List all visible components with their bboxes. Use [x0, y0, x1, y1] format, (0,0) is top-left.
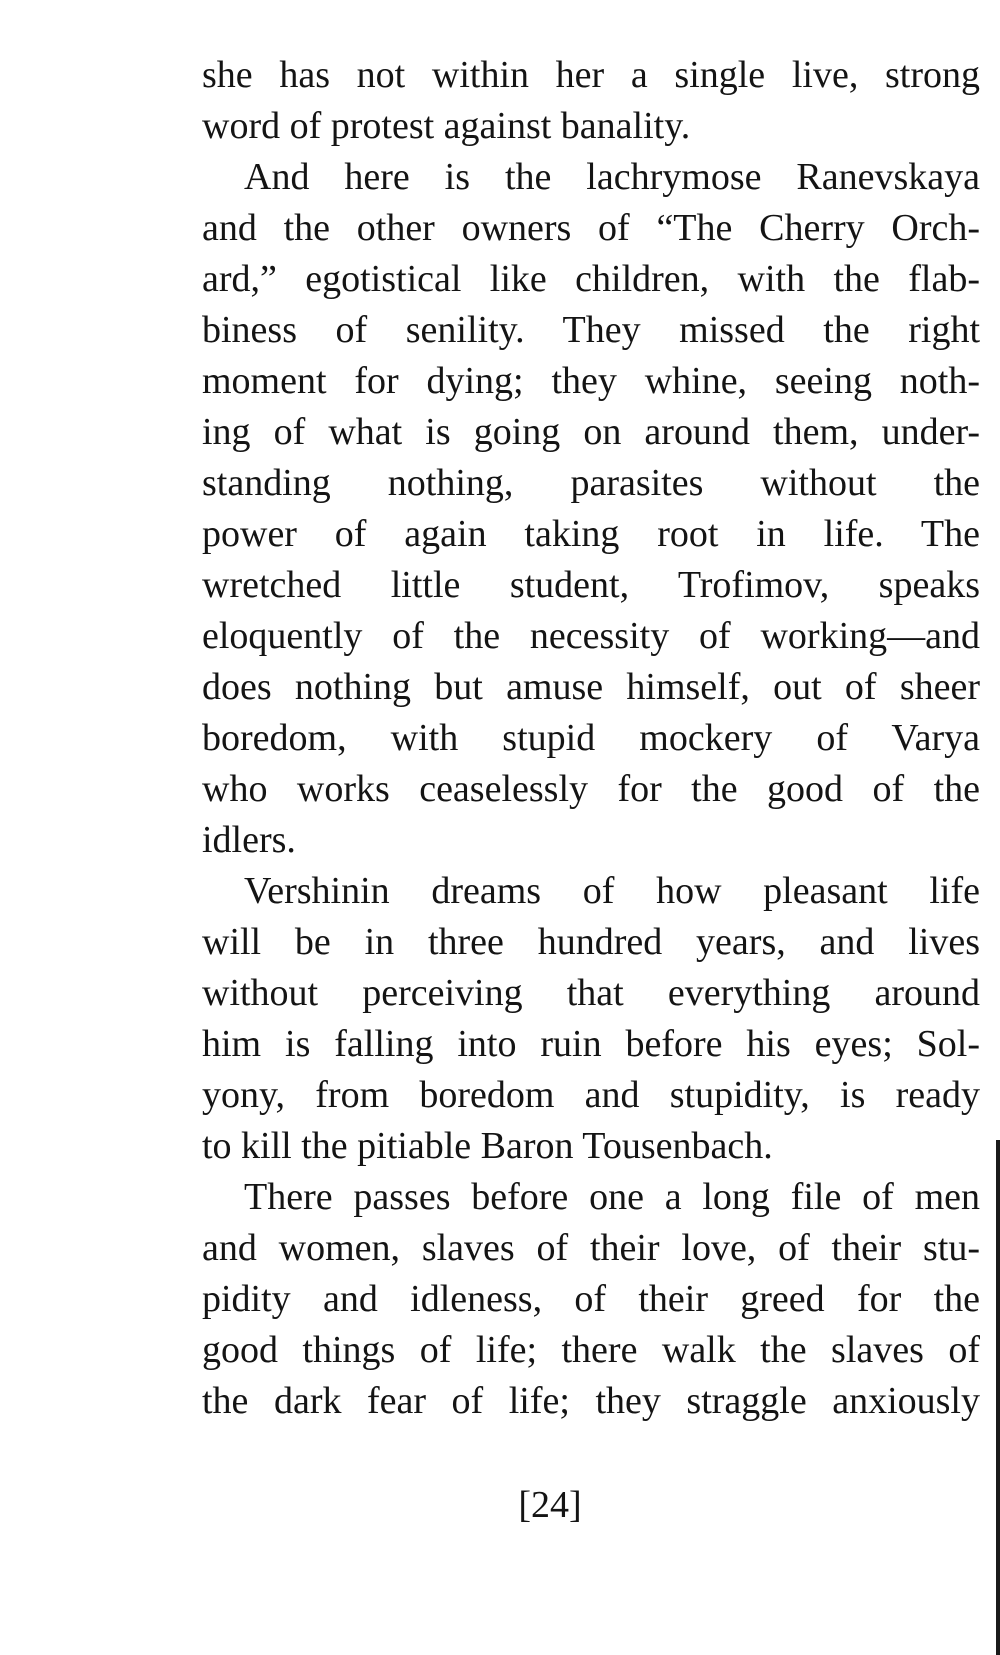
text-line: wretched little student, Trofimov, speaks: [202, 564, 980, 606]
text-line: and women, slaves of their love, of their stu-: [202, 1227, 980, 1269]
text-line: power of again taking root in life. The: [202, 513, 980, 555]
paragraph: [202, 152, 980, 866]
text-line: and the other owners of “The Cherry Orch-: [202, 207, 980, 249]
paragraph: [202, 866, 980, 1172]
text-line: yony, from boredom and stupidity, is ready: [202, 1074, 980, 1116]
text-line: to kill the pitiable Baron Tousenbach.: [202, 1125, 773, 1167]
text-line: she has not within her a single live, strong: [202, 54, 980, 96]
text-line: the dark fear of life; they straggle anxiously: [202, 1380, 980, 1422]
text-line: ard,” egotistical like children, with the flab-: [202, 258, 980, 300]
text-line: him is falling into ruin before his eyes; Sol-: [202, 1023, 980, 1065]
text-line: idlers.: [202, 819, 296, 861]
text-line: standing nothing, parasites without the: [202, 462, 980, 504]
text-line: does nothing but amuse himself, out of sheer: [202, 666, 980, 708]
text-line: There passes before one a long file of men: [244, 1176, 980, 1218]
text-line: pidity and idleness, of their greed for the: [202, 1278, 980, 1320]
body-text: [202, 50, 980, 1427]
text-line: Vershinin dreams of how pleasant life: [244, 870, 980, 912]
text-line: eloquently of the necessity of working—and: [202, 615, 980, 657]
text-line: boredom, with stupid mockery of Varya: [202, 717, 980, 759]
text-line: who works ceaselessly for the good of the: [202, 768, 980, 810]
page-edge-shadow: [996, 1140, 1000, 1655]
paragraph: [202, 1172, 980, 1427]
paragraph: [202, 50, 980, 152]
text-line: moment for dying; they whine, seeing noth-: [202, 360, 980, 402]
text-line: good things of life; there walk the slaves of: [202, 1329, 980, 1371]
text-line: will be in three hundred years, and lives: [202, 921, 980, 963]
text-line: biness of senility. They missed the right: [202, 309, 980, 351]
text-line: word of protest against banality.: [202, 105, 691, 147]
text-line: ing of what is going on around them, under-: [202, 411, 980, 453]
page-number: [24]: [518, 1484, 582, 1526]
text-line: And here is the lachrymose Ranevskaya: [244, 156, 980, 198]
text-line: without perceiving that everything around: [202, 972, 980, 1014]
